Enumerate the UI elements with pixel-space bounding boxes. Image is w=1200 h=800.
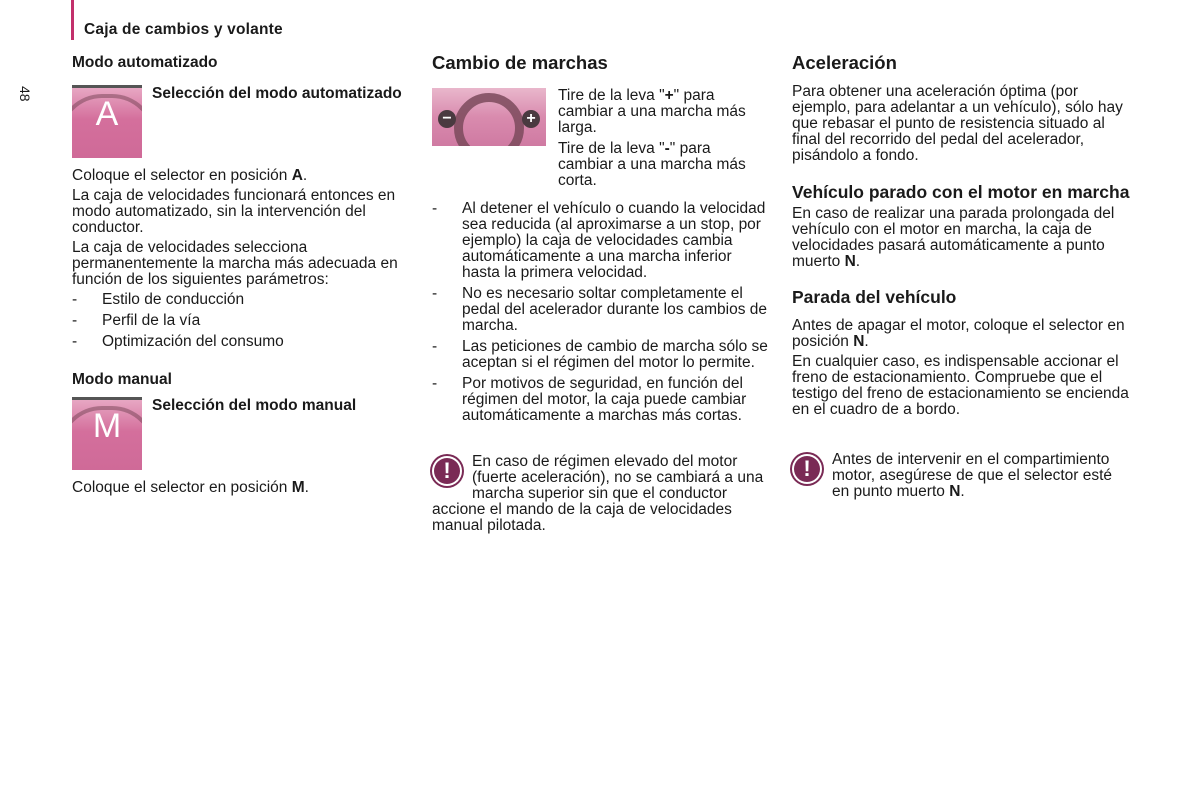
page-number: 48: [17, 86, 33, 102]
column-acceleration: [792, 52, 1132, 500]
section-title: Caja de cambios y volante: [84, 21, 283, 38]
vehicle-stop-text-1: Antes de apagar el motor, coloque el selector en posición N.: [792, 317, 1125, 350]
list-item: - No es necesario soltar completamente el pedal del acelerador durante los cambios de marcha.: [432, 286, 772, 334]
vehicle-stop-text-2: En cualquier caso, es indispensable accionar el freno de estacionamiento. Compruebe que el testigo del freno de estacionamiento se encienda en el cuadro de a bordo.: [792, 353, 1129, 418]
plus-paddle-icon: +: [522, 110, 540, 128]
auto-mode-heading: Modo automatizado: [72, 54, 218, 71]
manual-mode-row: [72, 397, 412, 470]
engine-bay-warning: [792, 452, 1127, 500]
auto-description: La caja de velocidades funcionará entonces en modo automatizado, sin la intervención del conductor.: [72, 187, 396, 236]
paddle-row: [432, 88, 777, 189]
high-rpm-warning: [432, 454, 767, 534]
list-item: - Por motivos de seguridad, en función del régimen del motor, la caja puede cambiar automáticamente a marchas más cortas.: [432, 376, 772, 424]
list-item: - Al detener el vehículo o cuando la velocidad sea reducida (al aproximarse a un stop, por ejemplo) la caja de velocidades cambia automáticamente a una marcha inferior hasta la primera velocidad.: [432, 201, 772, 281]
selector-a-icon: [72, 85, 142, 158]
selector-a-letter: A: [95, 95, 119, 133]
manual-instruction: Coloque el selector en posición M.: [72, 479, 309, 496]
selector-m-letter: M: [92, 407, 122, 445]
section-accent-bar: [71, 0, 74, 40]
warning-text: En caso de régimen elevado del motor (fuerte aceleración), no se cambiará a una marcha superior sin que el conductor accione el mando de la caja de velocidades manual pilotada.: [432, 453, 764, 534]
list-item: - Las peticiones de cambio de marcha sólo se aceptan si el régimen del motor lo permite.: [432, 339, 772, 371]
acceleration-text: Para obtener una aceleración óptima (por ejemplo, para adelantar a un vehículo), sólo hay que rebasar el punto de resistencia situado al final del recorrido del pedal del acelerador, pisándolo a fondo.: [792, 83, 1123, 164]
column-modes: [72, 52, 412, 496]
auto-mode-label: Selección del modo automatizado: [152, 85, 402, 102]
warning-icon: !: [432, 456, 462, 486]
manual-mode-label: Selección del modo manual: [152, 397, 357, 414]
vehicle-stop-heading: Parada del vehículo: [792, 287, 957, 307]
column-gear-shift: [432, 52, 777, 534]
parameter-list: [72, 292, 412, 350]
stopped-running-text: En caso de realizar una parada prolongada del vehículo con el motor en marcha, la caja de velocidades pasará automáticamente a punto muerto N.: [792, 205, 1115, 270]
warning-icon: !: [792, 454, 822, 484]
auto-parameters-intro: La caja de velocidades selecciona permanentemente la marcha más adecuada en función de los siguientes parámetros:: [72, 239, 398, 288]
minus-paddle-icon: −: [438, 110, 456, 128]
warning-text: Antes de intervenir en el compartimiento motor, asegúrese de que el selector esté en punto muerto N.: [832, 451, 1113, 500]
gear-shift-heading: Cambio de marchas: [432, 52, 608, 73]
auto-mode-row: [72, 85, 412, 158]
manual-mode-heading: Modo manual: [72, 371, 172, 388]
list-item: - Optimización del consumo: [72, 334, 412, 350]
list-item: - Perfil de la vía: [72, 313, 412, 329]
downshift-text: Tire de la leva "-" para cambiar a una marcha más corta.: [558, 140, 746, 189]
upshift-text: Tire de la leva "+" para cambiar a una marcha más larga.: [558, 87, 746, 136]
selector-m-icon: [72, 397, 142, 470]
stopped-running-heading: Vehículo parado con el motor en marcha: [792, 182, 1130, 202]
list-item: - Estilo de conducción: [72, 292, 412, 308]
auto-instruction: Coloque el selector en posición A.: [72, 167, 308, 184]
steering-paddles-icon: [432, 88, 546, 146]
acceleration-heading: Aceleración: [792, 52, 897, 73]
shift-notes-list: [432, 201, 772, 424]
